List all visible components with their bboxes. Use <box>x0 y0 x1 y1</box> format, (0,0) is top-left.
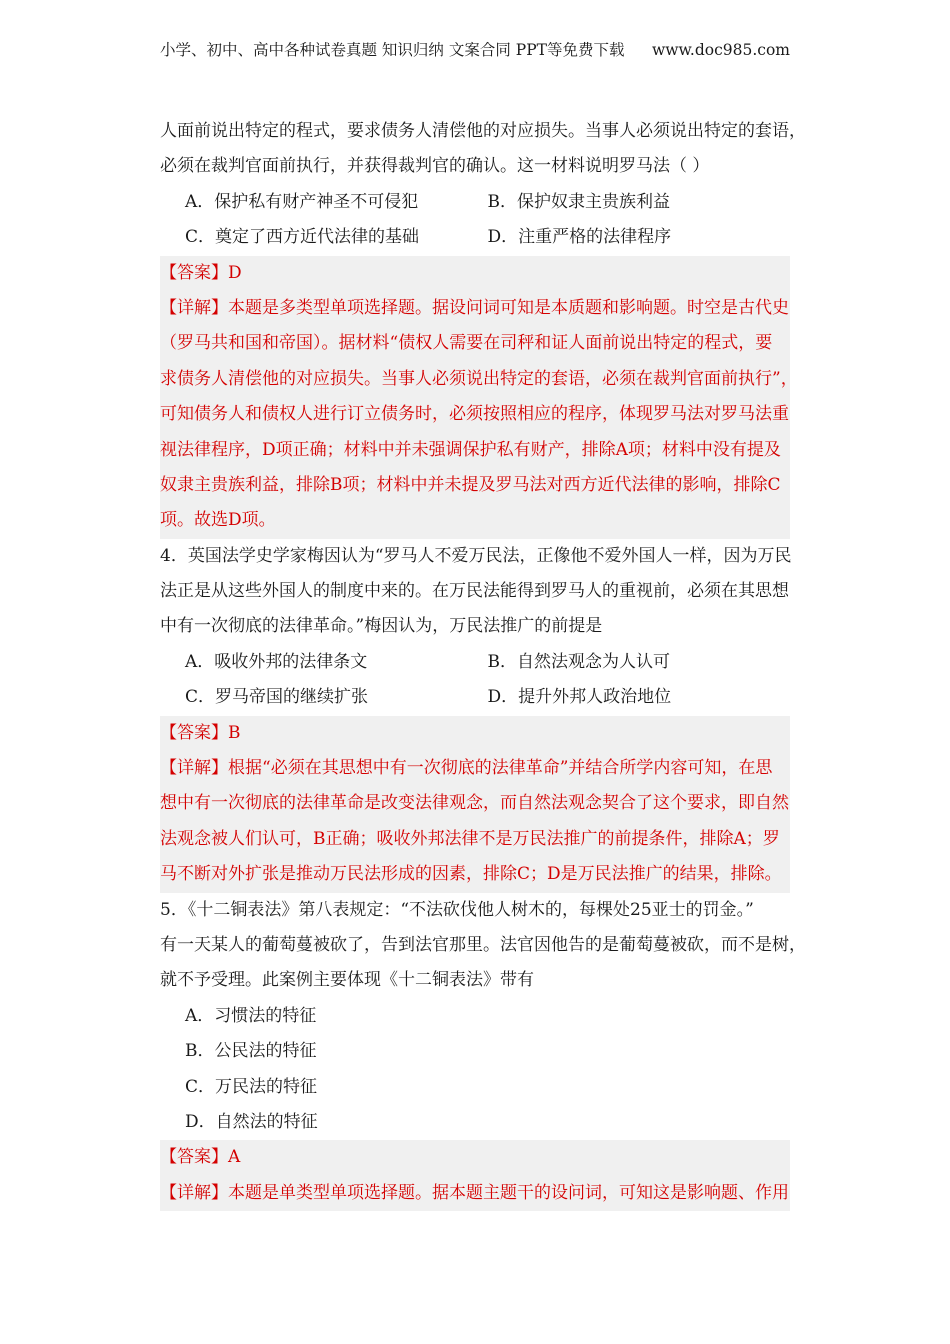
question-5 <box>160 893 806 1212</box>
stem-line: 有一天某人的葡萄蔓被砍了，告到法官那里。法官因他告的是葡萄蔓被砍，而不是树， <box>160 934 806 955</box>
explain-line: 求债务人清偿他的对应损失。当事人必须说出特定的套语，必须在裁判官面前执行”， <box>160 368 798 389</box>
options-row <box>160 645 790 680</box>
stem-line: 4．英国法学史学家梅因认为“罗马人不爱万民法，正像他不爱外国人一样，因为万民 <box>160 545 792 566</box>
option-d: D．提升外邦人政治地位 <box>487 687 672 708</box>
options-row <box>160 220 790 255</box>
explain-line: 项。故选D项。 <box>160 510 276 531</box>
option-b: B．公民法的特征 <box>185 1041 317 1062</box>
header-text: 小学、初中、高中各种试卷真题 知识归纳 文案合同 PPT等免费下载 <box>160 41 625 59</box>
explain-line: 想中有一次彻底的法律革命是改变法律观念，而自然法观念契合了这个要求，即自然 <box>160 793 789 814</box>
option-a: A．习惯法的特征 <box>185 1005 317 1026</box>
document-body <box>160 114 806 1211</box>
explain-line: 视法律程序，D项正确；材料中并未强调保护私有财产，排除A项；材料中没有提及 <box>160 439 781 460</box>
answer-line: 【答案】B <box>160 722 241 743</box>
explain-line: （罗马共和国和帝国）。据材料“债权人需要在司秤和证人面前说出特定的程式，要 <box>160 333 773 354</box>
stem-line: 人面前说出特定的程式，要求债务人清偿他的对应损失。当事人必须说出特定的套语， <box>160 121 806 141</box>
option-d: D．注重严格的法律程序 <box>487 227 672 248</box>
stem-line: 法正是从这些外国人的制度中来的。在万民法能得到罗马人的重视前，必须在其思想 <box>160 581 789 602</box>
options-row <box>160 185 790 220</box>
stem-line: 5．《十二铜表法》第八表规定：“不法砍伐他人树木的，每棵处25亚士的罚金。” <box>160 899 754 920</box>
explain-line: 【详解】根据“必须在其思想中有一次彻底的法律革命”并结合所学内容可知，在思 <box>160 758 773 779</box>
answer-line: 【答案】D <box>160 262 242 283</box>
option-b: B．自然法观念为人认可 <box>487 651 670 672</box>
stem-line: 就不予受理。此案例主要体现《十二铜表法》带有 <box>160 970 534 991</box>
explain-line: 【详解】本题是多类型单项选择题。据设问词可知是本质题和影响题。时空是古代史 <box>160 297 789 318</box>
header-site-link[interactable]: www.doc985.com <box>651 41 790 59</box>
explain-line: 可知债务人和债权人进行订立债务时，必须按照相应的程序，体现罗马法对罗马法重 <box>160 404 789 425</box>
answer-block <box>160 256 798 539</box>
option-d: D．自然法的特征 <box>185 1111 318 1132</box>
answer-block <box>160 716 790 893</box>
question-4 <box>160 539 790 893</box>
explain-line: 法观念被人们认可，B正确；吸收外邦法律不是万民法推广的前提条件，排除A；罗 <box>160 828 780 849</box>
explain-line: 奴隶主贵族利益，排除B项；材料中并未提及罗马法对西方近代法律的影响，排除C <box>160 474 781 495</box>
explain-line: 马不断对外扩张是推动万民法形成的因素，排除C；D是万民法推广的结果，排除。 <box>160 864 782 885</box>
stem-line: 中有一次彻底的法律革命。”梅因认为，万民法推广的前提是 <box>160 616 603 637</box>
option-b: B．保护奴隶主贵族利益 <box>487 191 670 212</box>
option-a: A．吸收外邦的法律条文 <box>185 651 368 672</box>
option-c: C．奠定了西方近代法律的基础 <box>185 227 420 248</box>
explain-line: 【详解】本题是单类型单项选择题。据本题主题干的设问词，可知这是影响题、作用 <box>160 1182 789 1203</box>
page-header <box>160 38 790 62</box>
answer-block <box>160 1140 790 1211</box>
option-c: C．万民法的特征 <box>185 1076 318 1097</box>
option-a: A．保护私有财产神圣不可侵犯 <box>185 191 419 212</box>
question-3 <box>160 114 806 539</box>
option-c: C．罗马帝国的继续扩张 <box>185 687 369 708</box>
options-row <box>160 680 790 715</box>
answer-line: 【答案】A <box>160 1147 241 1168</box>
stem-line: 必须在裁判官面前执行，并获得裁判官的确认。这一材料说明罗马法（ ） <box>160 156 710 177</box>
